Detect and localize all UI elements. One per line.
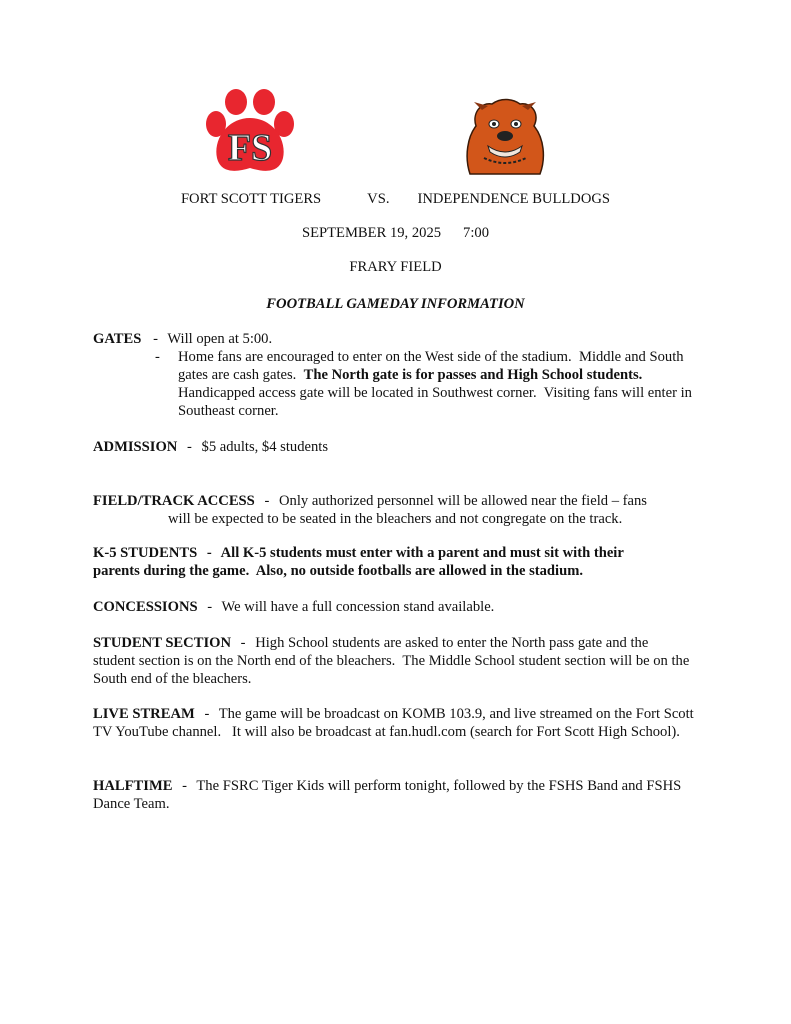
section-text: Only authorized personnel will be allowed near the field – fans — [278, 493, 647, 509]
away-team: INDEPENDENCE BULLDOGS — [417, 191, 611, 207]
section-halftime — [93, 777, 683, 813]
section-label: K-5 STUDENTS — [93, 545, 198, 561]
home-team: FORT SCOTT TIGERS — [180, 191, 322, 207]
venue: FRARY FIELD — [349, 259, 442, 275]
separator: - — [182, 778, 187, 794]
separator: - — [264, 493, 270, 509]
separator: - — [206, 545, 212, 561]
date-time-line — [0, 224, 791, 242]
section-live-stream — [93, 705, 697, 741]
separator: - — [187, 439, 192, 455]
section-text-continued: will be expected to be seated in the bleachers and not congregate on the track. — [168, 511, 623, 527]
separator: - — [153, 331, 158, 347]
section-admission — [93, 438, 693, 456]
section-text: All K-5 students must enter with a parent and must sit with their parents during the game. Also, no outside footballs are allowed in the stadium. — [93, 545, 628, 579]
bullet: - — [155, 349, 160, 365]
game-time: 7:00 — [463, 225, 489, 241]
section-label: LIVE STREAM — [93, 706, 195, 722]
section-text: We will have a full concession stand available. — [221, 599, 495, 615]
independence-bulldogs-logo — [460, 96, 550, 176]
fort-scott-tigers-paw-logo — [203, 88, 297, 174]
page-title: FOOTBALL GAMEDAY INFORMATION — [266, 296, 525, 312]
section-text: High School students are asked to enter the North pass gate and the student section is on the North end of the bleachers. The Middle School student section will be on the South end of the bleachers. — [93, 635, 693, 687]
separator: - — [207, 599, 213, 615]
gates-text: Home fans are encouraged to enter on the West side of the stadium. Middle and South gates are cash gates. — [178, 349, 688, 383]
gates-details — [178, 348, 696, 420]
section-field-access — [93, 492, 693, 510]
section-label: FIELD/TRACK ACCESS — [93, 493, 255, 509]
section-student-section — [93, 634, 693, 688]
section-k5 — [93, 544, 673, 580]
gates-text-2: Handicapped access gate will be located in Southwest corner. Visiting fans will enter in Southeast corner. — [178, 367, 696, 419]
gates-open-text: Will open at 5:00. — [167, 331, 273, 347]
separator: - — [240, 635, 246, 651]
section-text: $5 adults, $4 students — [201, 439, 329, 455]
svg-text:FS: FS — [227, 127, 273, 169]
matchup-line — [0, 190, 791, 208]
section-text: The FSRC Tiger Kids will perform tonight, followed by the FSHS Band and FSHS Dance Team. — [93, 778, 682, 812]
section-label: ADMISSION — [93, 439, 178, 455]
section-label: HALFTIME — [93, 778, 173, 794]
section-label: CONCESSIONS — [93, 599, 198, 615]
vs-label: VS. — [367, 191, 390, 207]
section-label: STUDENT SECTION — [93, 635, 232, 651]
section-concessions — [93, 598, 693, 616]
section-label: GATES — [93, 331, 142, 347]
section-gates — [93, 330, 693, 348]
separator: - — [204, 706, 210, 722]
game-date: SEPTEMBER 19, 2025 — [301, 225, 442, 241]
gates-bold-text: The North gate is for passes and High School students. — [303, 367, 643, 383]
section-text: The game will be broadcast on KOMB 103.9, and live streamed on the Fort Scott TV YouTube channel. It will also be broadcast at fan.hudl.com (search for Fort Scott High School). — [93, 706, 698, 740]
